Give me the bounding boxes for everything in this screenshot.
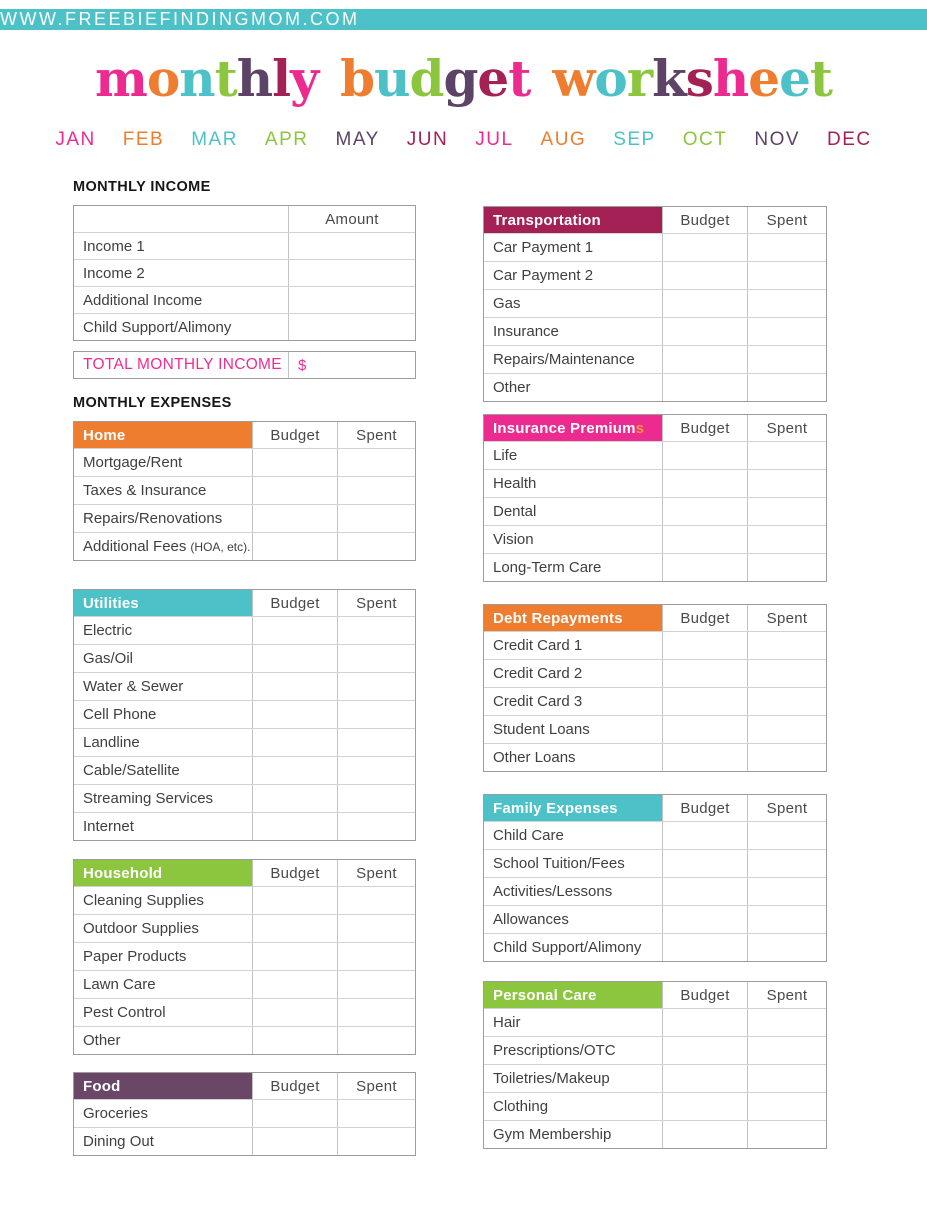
table-row <box>484 469 826 497</box>
table-row <box>484 261 826 289</box>
spent-cell <box>337 477 415 504</box>
title-word <box>95 49 318 109</box>
amount-cell <box>288 314 415 340</box>
table-header-row <box>484 982 826 1008</box>
website-url: WWW.FREEBIEFINDINGMOM.COM <box>0 9 360 29</box>
budget-column-header: Budget <box>662 415 747 441</box>
expense-row-label: Gas/Oil <box>83 650 134 667</box>
title-letter: s <box>685 49 713 108</box>
table-header-row <box>484 207 826 233</box>
spent-cell <box>747 878 826 905</box>
table-row <box>74 532 415 560</box>
title-letter: b <box>340 49 375 108</box>
expense-row-label: Other Loans <box>493 749 576 766</box>
title-letter: o <box>594 49 627 108</box>
expense-row-label: Cell Phone <box>83 706 157 723</box>
table-row <box>484 1092 826 1120</box>
spent-cell <box>337 943 415 970</box>
expense-row-label: Internet <box>83 818 134 835</box>
monthly-expenses-heading: MONTHLY EXPENSES <box>73 395 232 411</box>
budget-cell <box>662 1093 747 1120</box>
expense-row-label: Mortgage/Rent <box>83 454 183 471</box>
table-row <box>484 441 826 469</box>
table-row <box>74 728 415 756</box>
income-row-label: Income 2 <box>83 264 145 282</box>
spent-cell <box>337 673 415 700</box>
budget-cell <box>252 533 337 560</box>
budget-cell <box>252 757 337 784</box>
expense-row-label: Car Payment 1 <box>493 239 594 256</box>
budget-cell <box>662 822 747 849</box>
spent-cell <box>747 716 826 743</box>
spent-column-header: Spent <box>337 422 415 448</box>
budget-column-header: Budget <box>662 982 747 1008</box>
spent-cell <box>747 850 826 877</box>
table-row <box>484 233 826 261</box>
table-header-row <box>484 795 826 821</box>
expense-row-label: Child Care <box>493 827 564 844</box>
budget-cell <box>662 526 747 553</box>
spent-column-header: Spent <box>747 795 826 821</box>
category-header-household: Household <box>74 860 252 886</box>
month-apr: APR <box>264 129 309 150</box>
budget-cell <box>662 442 747 469</box>
title-letter: e <box>779 49 810 108</box>
table-row <box>74 476 415 504</box>
table-row <box>484 631 826 659</box>
title-letter: k <box>652 49 686 108</box>
table-row <box>74 448 415 476</box>
budget-cell <box>662 878 747 905</box>
spent-cell <box>337 533 415 560</box>
income-row-label: Child Support/Alimony <box>83 318 232 336</box>
title-letter: t <box>214 49 237 108</box>
budget-column-header: Budget <box>252 590 337 616</box>
table-row <box>484 1008 826 1036</box>
expense-row-label: Taxes & Insurance <box>83 482 207 499</box>
spent-column-header: Spent <box>747 982 826 1008</box>
expense-row-label: Vision <box>493 531 534 548</box>
expense-row-label: Additional Fees (HOA, etc). <box>83 538 251 555</box>
spent-cell <box>337 999 415 1026</box>
category-header-debt-repayments: Debt Repayments <box>484 605 662 631</box>
table-home <box>73 421 416 561</box>
title-letter: o <box>146 49 180 108</box>
spent-cell <box>747 1093 826 1120</box>
table-row <box>74 1026 415 1054</box>
budget-cell <box>662 554 747 581</box>
expense-row-label: Gym Membership <box>493 1126 612 1143</box>
table-household <box>73 859 416 1055</box>
expense-row-label: Gas <box>493 295 521 312</box>
spent-cell <box>337 701 415 728</box>
budget-cell <box>252 943 337 970</box>
table-row <box>484 553 826 581</box>
spent-cell <box>337 645 415 672</box>
spent-column-header: Spent <box>337 860 415 886</box>
budget-cell <box>662 1121 747 1148</box>
title-letter: m <box>95 49 147 108</box>
title-letter: r <box>626 49 653 108</box>
spent-cell <box>747 318 826 345</box>
budget-cell <box>662 234 747 261</box>
budget-cell <box>662 318 747 345</box>
expense-row-label: Clothing <box>493 1098 549 1115</box>
budget-cell <box>252 785 337 812</box>
title-letter: u <box>374 49 410 108</box>
spent-cell <box>747 234 826 261</box>
budget-cell <box>252 477 337 504</box>
table-utilities <box>73 589 416 841</box>
spent-cell <box>747 744 826 771</box>
table-row <box>74 672 415 700</box>
table-row <box>484 345 826 373</box>
spent-cell <box>747 1065 826 1092</box>
spent-cell <box>337 915 415 942</box>
table-row <box>484 905 826 933</box>
category-header-food: Food <box>74 1073 252 1099</box>
total-income-currency-cell: $ <box>288 352 415 378</box>
spent-cell <box>337 887 415 914</box>
budget-cell <box>662 906 747 933</box>
budget-cell <box>252 887 337 914</box>
expense-row-label: Dental <box>493 503 537 520</box>
expense-row-label: Activities/Lessons <box>493 883 613 900</box>
income-row-label: Income 1 <box>83 237 145 255</box>
spent-cell <box>747 290 826 317</box>
table-row <box>484 659 826 687</box>
spent-cell <box>747 346 826 373</box>
worksheet-title <box>0 49 927 109</box>
spent-column-header: Spent <box>747 605 826 631</box>
category-header-utilities: Utilities <box>74 590 252 616</box>
budget-column-header: Budget <box>252 422 337 448</box>
expense-row-label: Other <box>493 379 531 396</box>
budget-cell <box>662 850 747 877</box>
total-monthly-income-table <box>73 351 416 379</box>
total-income-label: TOTAL MONTHLY INCOME <box>83 356 282 373</box>
amount-cell <box>288 233 415 259</box>
spent-cell <box>747 822 826 849</box>
expense-row-label: Outdoor Supplies <box>83 920 199 937</box>
table-row <box>484 497 826 525</box>
income-row-label: Additional Income <box>83 291 203 309</box>
budget-column-header: Budget <box>662 605 747 631</box>
amount-cell <box>288 287 415 313</box>
title-letter: t <box>809 49 832 108</box>
table-row <box>484 821 826 849</box>
table-row <box>484 933 826 961</box>
budget-cell <box>662 632 747 659</box>
table-row <box>484 715 826 743</box>
budget-cell <box>252 915 337 942</box>
month-nov: NOV <box>754 129 801 150</box>
table-row <box>484 743 826 771</box>
table-row <box>484 317 826 345</box>
table-row <box>484 849 826 877</box>
title-word <box>552 49 832 109</box>
budget-cell <box>662 744 747 771</box>
title-letter: g <box>443 49 478 108</box>
expense-row-label: Water & Sewer <box>83 678 184 695</box>
title-letter: d <box>409 49 444 108</box>
spent-cell <box>337 757 415 784</box>
spent-cell <box>747 934 826 961</box>
table-row <box>74 1127 415 1155</box>
budget-cell <box>252 449 337 476</box>
spent-cell <box>747 632 826 659</box>
budget-cell <box>252 505 337 532</box>
expense-row-label: School Tuition/Fees <box>493 855 625 872</box>
monthly-income-table <box>73 205 416 341</box>
spent-cell <box>747 442 826 469</box>
budget-column-header: Budget <box>252 860 337 886</box>
table-personal-care <box>483 981 827 1149</box>
expense-row-label: Lawn Care <box>83 976 156 993</box>
expense-row-label: Student Loans <box>493 721 590 738</box>
budget-cell <box>252 1100 337 1127</box>
month-selector-row <box>0 129 927 151</box>
expense-row-label: Allowances <box>493 911 569 928</box>
title-letter: t <box>508 49 531 108</box>
expense-row-label: Groceries <box>83 1105 149 1122</box>
budget-cell <box>662 470 747 497</box>
table-family-expenses <box>483 794 827 962</box>
expense-row-label: Credit Card 3 <box>493 693 583 710</box>
spent-cell <box>337 617 415 644</box>
budget-column-header: Budget <box>662 795 747 821</box>
table-row <box>484 687 826 715</box>
budget-cell <box>252 673 337 700</box>
budget-cell <box>662 498 747 525</box>
category-header-suffix: s <box>635 419 645 437</box>
amount-cell <box>288 260 415 286</box>
expense-row-label: Long-Term Care <box>493 559 602 576</box>
budget-cell <box>662 290 747 317</box>
expense-row-label: Prescriptions/OTC <box>493 1042 616 1059</box>
month-feb: FEB <box>122 129 165 150</box>
table-row <box>74 784 415 812</box>
budget-cell <box>252 645 337 672</box>
category-header-family-expenses: Family Expenses <box>484 795 662 821</box>
expense-row-label: Cleaning Supplies <box>83 892 204 909</box>
budget-cell <box>662 346 747 373</box>
table-row <box>74 259 415 286</box>
expense-row-label: Credit Card 1 <box>493 637 583 654</box>
expense-row-label: Toiletries/Makeup <box>493 1070 610 1087</box>
expense-row-label: Streaming Services <box>83 790 214 807</box>
expense-row-label: Health <box>493 475 537 492</box>
spent-cell <box>337 729 415 756</box>
table-row <box>74 812 415 840</box>
budget-cell <box>252 1128 337 1155</box>
spent-cell <box>747 660 826 687</box>
budget-cell <box>662 688 747 715</box>
table-header-row <box>74 1073 415 1099</box>
title-letter: e <box>477 49 509 108</box>
spent-column-header: Spent <box>337 590 415 616</box>
expense-row-label: Landline <box>83 734 140 751</box>
spent-cell <box>747 262 826 289</box>
table-row <box>74 504 415 532</box>
spent-cell <box>747 498 826 525</box>
budget-cell <box>662 1009 747 1036</box>
expense-row-label: Insurance <box>493 323 559 340</box>
table-row <box>484 289 826 317</box>
budget-cell <box>662 1065 747 1092</box>
amount-column-header: Amount <box>288 206 415 232</box>
table-row <box>484 525 826 553</box>
expense-row-label: Pest Control <box>83 1004 166 1021</box>
spent-cell <box>337 449 415 476</box>
left-expense-tables <box>73 421 416 1156</box>
table-row <box>484 1036 826 1064</box>
month-jun: JUN <box>406 129 449 150</box>
category-header-home: Home <box>74 422 252 448</box>
table-insurance-premium <box>483 414 827 582</box>
table-food <box>73 1072 416 1156</box>
spent-cell <box>747 554 826 581</box>
budget-cell <box>252 701 337 728</box>
spent-column-header: Spent <box>337 1073 415 1099</box>
title-letter: y <box>290 49 319 108</box>
table-row <box>74 232 415 259</box>
expense-row-label: Child Support/Alimony <box>493 939 642 956</box>
table-header-row <box>74 860 415 886</box>
title-letter: h <box>236 49 273 108</box>
title-letter: e <box>748 49 780 108</box>
category-header-insurance-premium: Insurance Premium s <box>484 415 662 441</box>
title-word <box>340 49 530 109</box>
spent-cell <box>337 785 415 812</box>
expense-row-label: Repairs/Renovations <box>83 510 223 527</box>
expense-row-label: Dining Out <box>83 1133 154 1150</box>
month-mar: MAR <box>191 129 238 150</box>
expense-row-label: Cable/Satellite <box>83 762 180 779</box>
table-row <box>74 700 415 728</box>
income-header-empty-cell <box>74 206 288 232</box>
footer-bar <box>0 9 927 30</box>
spent-cell <box>747 906 826 933</box>
expense-row-label: Other <box>83 1032 121 1049</box>
right-column <box>483 206 827 1149</box>
title-letter: w <box>552 49 595 108</box>
budget-cell <box>252 971 337 998</box>
table-row <box>74 998 415 1026</box>
title-letter: l <box>272 49 291 108</box>
spent-cell <box>337 1100 415 1127</box>
table-debt-repayments <box>483 604 827 772</box>
budget-cell <box>252 617 337 644</box>
spent-cell <box>337 505 415 532</box>
month-jul: JUL <box>475 129 514 150</box>
table-header-row <box>484 605 826 631</box>
total-income-row <box>74 352 415 378</box>
spent-cell <box>747 526 826 553</box>
table-row <box>74 970 415 998</box>
spent-cell <box>337 813 415 840</box>
table-row <box>74 644 415 672</box>
right-expense-tables <box>483 206 827 1149</box>
budget-cell <box>252 729 337 756</box>
expense-row-label: Paper Products <box>83 948 187 965</box>
expense-row-label: Repairs/Maintenance <box>493 351 635 368</box>
table-header-row <box>484 415 826 441</box>
table-row <box>484 373 826 401</box>
spent-cell <box>337 1128 415 1155</box>
category-header-transportation: Transportation <box>484 207 662 233</box>
expense-row-label: Hair <box>493 1014 521 1031</box>
table-header-row <box>74 590 415 616</box>
category-header-personal-care: Personal Care <box>484 982 662 1008</box>
spent-cell <box>747 470 826 497</box>
month-oct: OCT <box>682 129 728 150</box>
budget-cell <box>252 1027 337 1054</box>
expense-row-label: Credit Card 2 <box>493 665 583 682</box>
month-sep: SEP <box>613 129 656 150</box>
table-row <box>484 877 826 905</box>
spent-cell <box>747 1121 826 1148</box>
table-row <box>74 286 415 313</box>
expense-row-label: Electric <box>83 622 133 639</box>
spent-cell <box>747 374 826 401</box>
budget-cell <box>662 660 747 687</box>
expense-row-label: Life <box>493 447 518 464</box>
month-aug: AUG <box>540 129 587 150</box>
budget-column-header: Budget <box>662 207 747 233</box>
budget-cell <box>252 813 337 840</box>
table-row <box>74 886 415 914</box>
monthly-income-heading: MONTHLY INCOME <box>73 179 211 195</box>
budget-cell <box>662 716 747 743</box>
table-row <box>74 914 415 942</box>
budget-cell <box>662 1037 747 1064</box>
month-dec: DEC <box>827 129 872 150</box>
spent-column-header: Spent <box>747 207 826 233</box>
table-row <box>74 616 415 644</box>
spent-column-header: Spent <box>747 415 826 441</box>
expense-row-label: Car Payment 2 <box>493 267 594 284</box>
title-letter: n <box>179 49 215 108</box>
table-row <box>74 1099 415 1127</box>
spent-cell <box>337 1027 415 1054</box>
left-column <box>73 179 416 1156</box>
spent-cell <box>747 1037 826 1064</box>
table-row <box>484 1064 826 1092</box>
spent-cell <box>337 971 415 998</box>
budget-cell <box>252 999 337 1026</box>
table-transportation <box>483 206 827 402</box>
income-header-row <box>74 206 415 232</box>
budget-column-header: Budget <box>252 1073 337 1099</box>
table-row <box>74 942 415 970</box>
table-row <box>74 756 415 784</box>
month-may: MAY <box>335 129 380 150</box>
spent-cell <box>747 688 826 715</box>
table-row <box>484 1120 826 1148</box>
table-header-row <box>74 422 415 448</box>
expense-row-note: (HOA, etc). <box>190 539 251 554</box>
title-letter: h <box>712 49 749 108</box>
budget-cell <box>662 374 747 401</box>
budget-cell <box>662 934 747 961</box>
month-jan: JAN <box>55 129 96 150</box>
spent-cell <box>747 1009 826 1036</box>
table-row <box>74 313 415 340</box>
budget-cell <box>662 262 747 289</box>
